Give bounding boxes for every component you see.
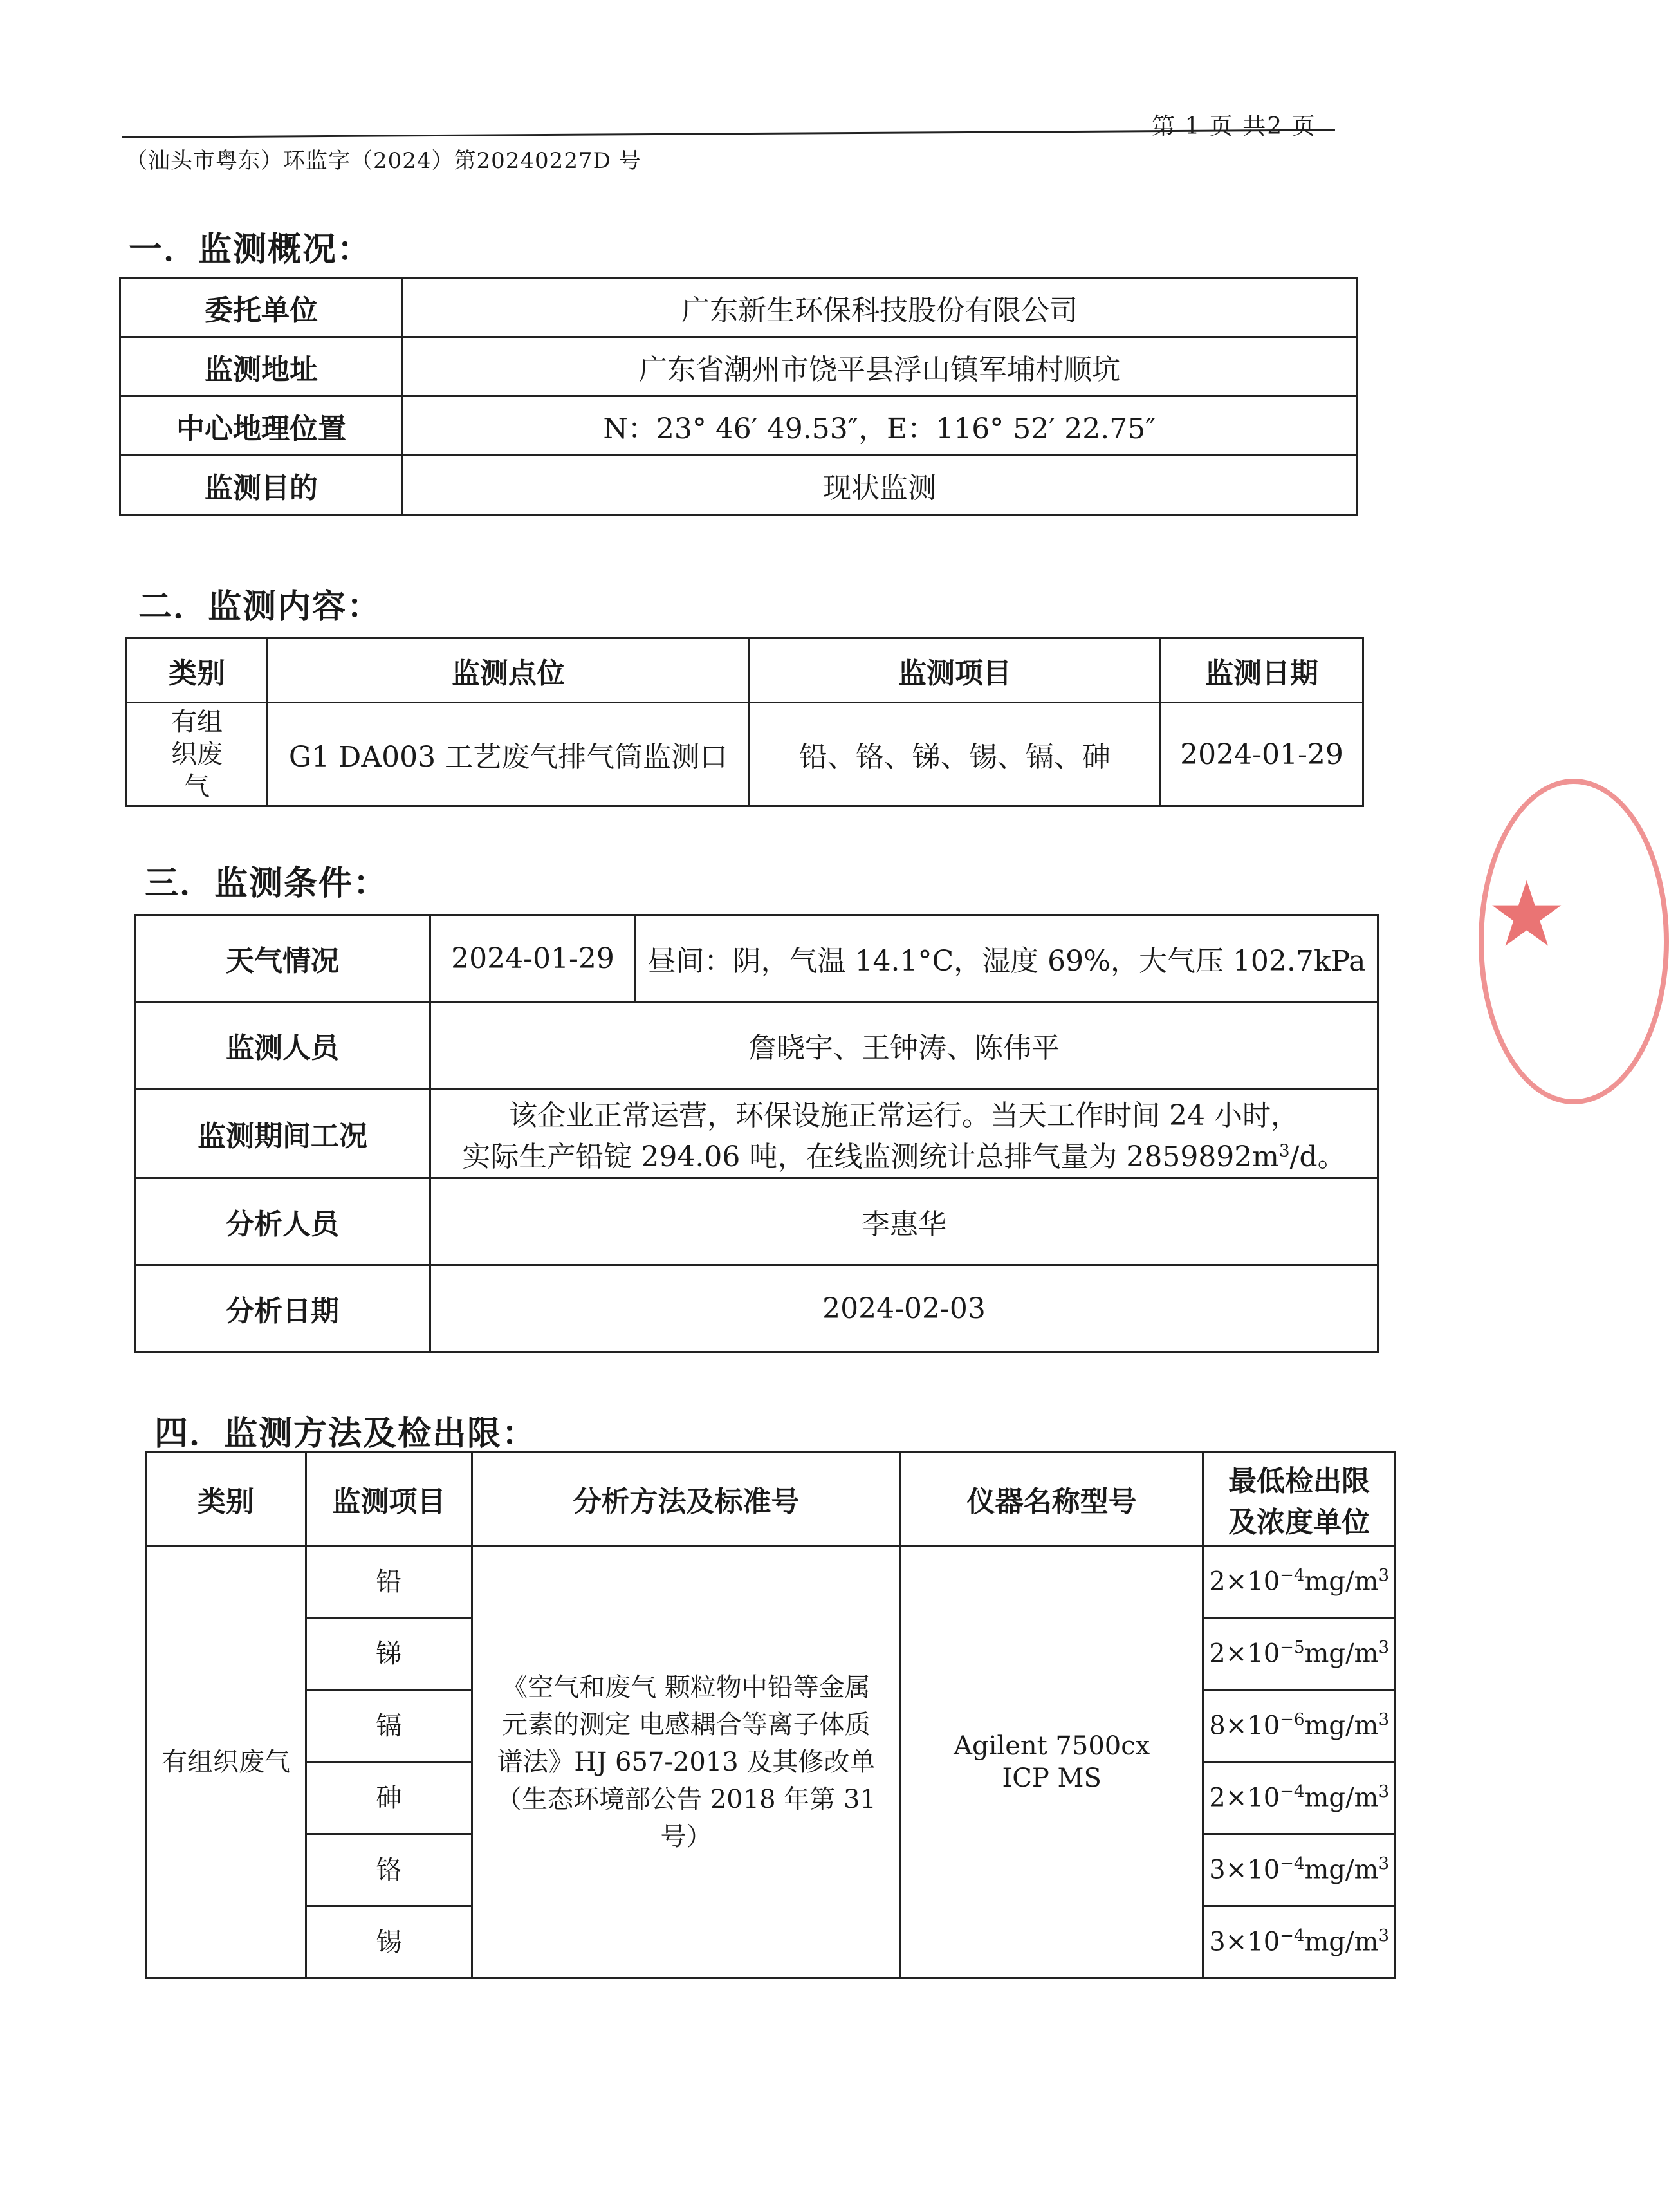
seal-star-icon: ★ — [1486, 862, 1567, 967]
col-header: 类别 — [127, 638, 268, 703]
overview-value: 广东新生环保科技股份有限公司 — [403, 278, 1357, 337]
limit-cell: $2\times 10^{-5}mg/m^3$ — [1203, 1618, 1396, 1690]
item-cell: 铅 — [306, 1546, 472, 1618]
weather-label: 天气情况 — [135, 915, 430, 1002]
overview-value: N：23° 46′ 49.53″，E：116° 52′ 22.75″ — [403, 396, 1357, 456]
category-cell: 有组织废气 — [146, 1546, 306, 1978]
staff-value: 詹晓宇、王钟涛、陈伟平 — [430, 1002, 1378, 1089]
overview-label: 监测地址 — [120, 337, 403, 396]
overview-label: 委托单位 — [120, 278, 403, 337]
limit-cell: $2\times 10^{-4}mg/m^3$ — [1203, 1546, 1396, 1618]
overview-label: 中心地理位置 — [120, 396, 403, 456]
section-1-title: 一．监测概况： — [129, 230, 373, 269]
overview-value: 广东省潮州市饶平县浮山镇军埔村顺坑 — [403, 337, 1357, 396]
analysis-date-label: 分析日期 — [135, 1265, 430, 1352]
condition-line-1: 该企业正常运营，环保设施正常运行。当天工作时间 24 小时， — [509, 1099, 1299, 1132]
condition-value — [430, 1089, 1378, 1178]
limit-cell: $8\times 10^{-6}mg/m^3$ — [1203, 1690, 1396, 1762]
condition-line-2: 实际生产铅锭 294.06 吨，在线监测统计总排气量为 $2859892m^3/d$。 — [462, 1140, 1346, 1173]
col-header: 类别 — [146, 1453, 306, 1546]
content-table — [125, 637, 1364, 807]
col-header: 分析方法及标准号 — [472, 1453, 900, 1546]
staff-label: 监测人员 — [135, 1002, 430, 1089]
limit-cell: $3\times 10^{-4}mg/m^3$ — [1203, 1834, 1396, 1906]
analyst-value: 李惠华 — [430, 1178, 1378, 1265]
item-cell: 锑 — [306, 1618, 472, 1690]
overview-table — [119, 277, 1358, 516]
col-header: 监测点位 — [268, 638, 750, 703]
col-header: 最低检出限及浓度单位 — [1203, 1453, 1396, 1546]
analysis-date-value: 2024-02-03 — [430, 1265, 1378, 1352]
item-cell: 镉 — [306, 1690, 472, 1762]
method-cell: 《空气和废气 颗粒物中铅等金属元素的测定 电感耦合等离子体质谱法》HJ 657-2013 及其修改单（生态环境部公告 2018 年第 31 号） — [472, 1546, 900, 1978]
page-number: 第 1 页 共2 页 — [1152, 113, 1316, 140]
analyst-label: 分析人员 — [135, 1178, 430, 1265]
instrument-cell: Agilent 7500cx ICP MS — [901, 1546, 1203, 1978]
overview-value: 现状监测 — [403, 456, 1357, 515]
section-4-title: 四．监测方法及检出限： — [154, 1415, 537, 1453]
item-cell: 砷 — [306, 1762, 472, 1834]
limit-cell: $3\times 10^{-4}mg/m^3$ — [1203, 1906, 1396, 1978]
col-header: 监测项目 — [750, 638, 1161, 703]
col-header: 监测日期 — [1161, 638, 1363, 703]
item-cell: 锡 — [306, 1906, 472, 1978]
weather-desc: 昼间：阴，气温 14.1°C，湿度 69%，大气压 102.7kPa — [636, 915, 1378, 1002]
overview-label: 监测目的 — [120, 456, 403, 515]
limit-cell: $2\times 10^{-4}mg/m^3$ — [1203, 1762, 1396, 1834]
document-number: （汕头市粤东）环监字（2024）第20240227D 号 — [125, 148, 641, 174]
col-header: 监测项目 — [306, 1453, 472, 1546]
method-table — [145, 1451, 1396, 1979]
date-cell: 2024-01-29 — [1161, 703, 1363, 806]
category-cell: 有组织废气 — [127, 703, 268, 806]
point-cell: G1 DA003 工艺废气排气筒监测口 — [268, 703, 750, 806]
weather-date: 2024-01-29 — [430, 915, 636, 1002]
items-cell: 铅、铬、锑、锡、镉、砷 — [750, 703, 1161, 806]
condition-label: 监测期间工况 — [135, 1089, 430, 1178]
col-header: 仪器名称型号 — [901, 1453, 1203, 1546]
section-2-title: 二．监测内容： — [138, 588, 382, 626]
section-3-title: 三．监测条件： — [145, 864, 389, 903]
item-cell: 铬 — [306, 1834, 472, 1906]
conditions-table — [134, 914, 1379, 1353]
